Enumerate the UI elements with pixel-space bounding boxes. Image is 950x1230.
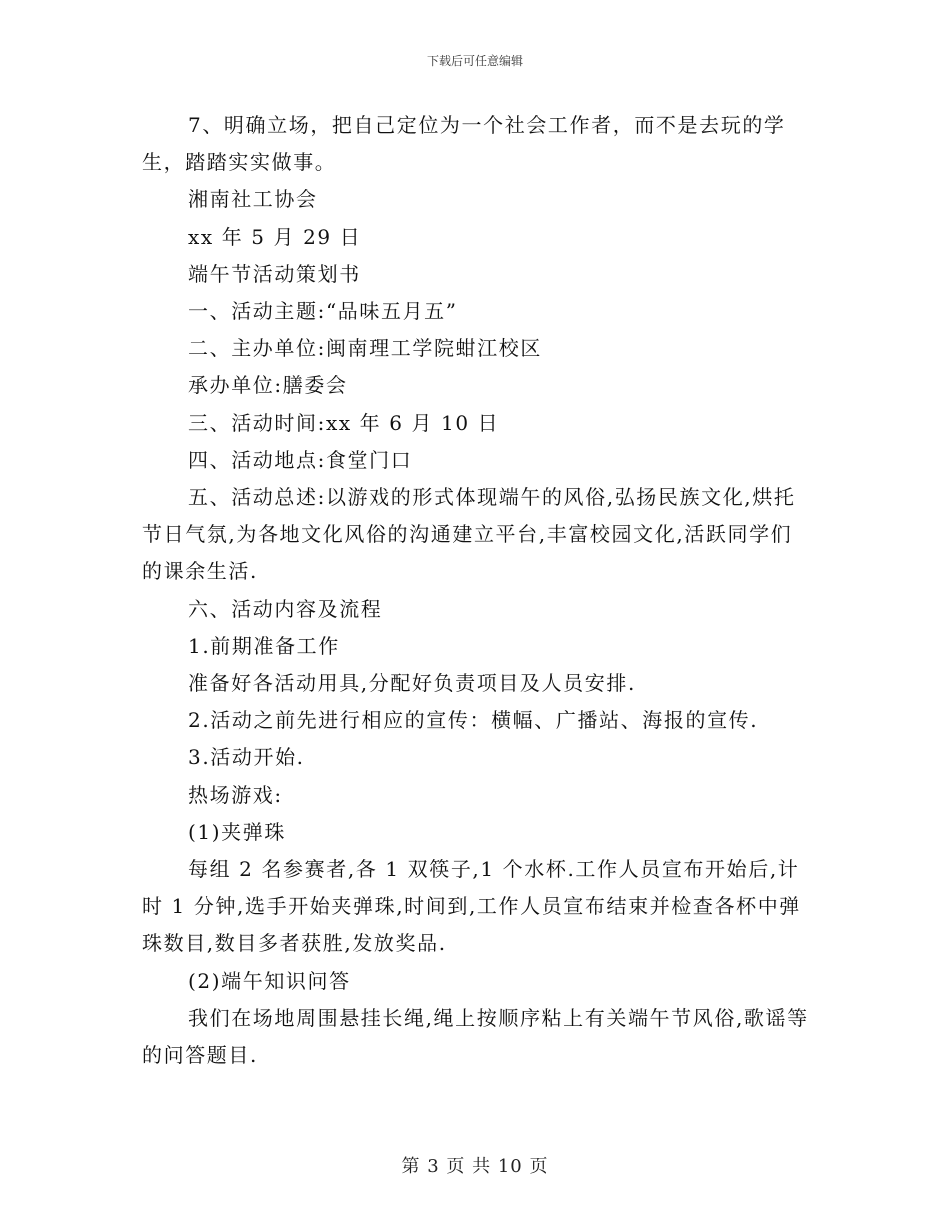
step-preparation: 1.前期准备工作: [188, 633, 340, 658]
warmup-games-heading: 热场游戏:: [188, 782, 283, 807]
section-time: 三、活动时间:xx 年 6 月 10 日: [188, 410, 500, 435]
section-overview: 五、活动总述:以游戏的形式体现端午的风俗,弘扬民族文化,烘托节日气氛,为各地文化风俗的沟通建立平台,丰富校园文化,活跃同学们的课余生活.: [142, 485, 796, 584]
page-number: 第 3 页 共 10 页: [401, 1156, 549, 1177]
section-organizer: 二、主办单位:闽南理工学院蚶江校区: [188, 336, 542, 361]
section-location: 四、活动地点:食堂门口: [188, 447, 413, 472]
section-theme: 一、活动主题:“品味五月五”: [188, 299, 458, 324]
step-start: 3.活动开始.: [188, 745, 305, 770]
page-header: 下载后可任意编辑: [426, 54, 523, 68]
section-process-heading: 六、活动内容及流程: [188, 596, 383, 621]
paragraph-item-7: 7、明确立场，把自己定位为一个社会工作者，而不是去玩的学生，踏踏实实做事。: [142, 113, 786, 175]
game-marbles-heading: (1)夹弹珠: [188, 819, 286, 844]
section-undertaker: 承办单位:膳委会: [188, 373, 348, 398]
document-title: 端午节活动策划书: [188, 261, 361, 286]
step-promotion: 2.活动之前先进行相应的宣传：横幅、广播站、海报的宣传.: [188, 708, 759, 733]
game-quiz-detail: 我们在场地周围悬挂长绳,绳上按顺序粘上有关端午节风俗,歌谣等的问答题目.: [142, 1005, 809, 1068]
game-quiz-heading: (2)端午知识问答: [188, 968, 351, 993]
signature-date: xx 年 5 月 29 日: [188, 224, 362, 249]
step-preparation-detail: 准备好各活动用具,分配好负责项目及人员安排.: [188, 671, 636, 696]
signature-org: 湘南社工协会: [188, 187, 318, 212]
game-marbles-detail: 每组 2 名参赛者,各 1 双筷子,1 个水杯.工作人员宣布开始后,计时 1 分钟,选手开始夹弹珠,时间到,工作人员宣布结束并检查各杯中弹珠数目,数目多者获胜,发放奖品.: [142, 857, 801, 956]
document-body: [142, 107, 812, 1074]
